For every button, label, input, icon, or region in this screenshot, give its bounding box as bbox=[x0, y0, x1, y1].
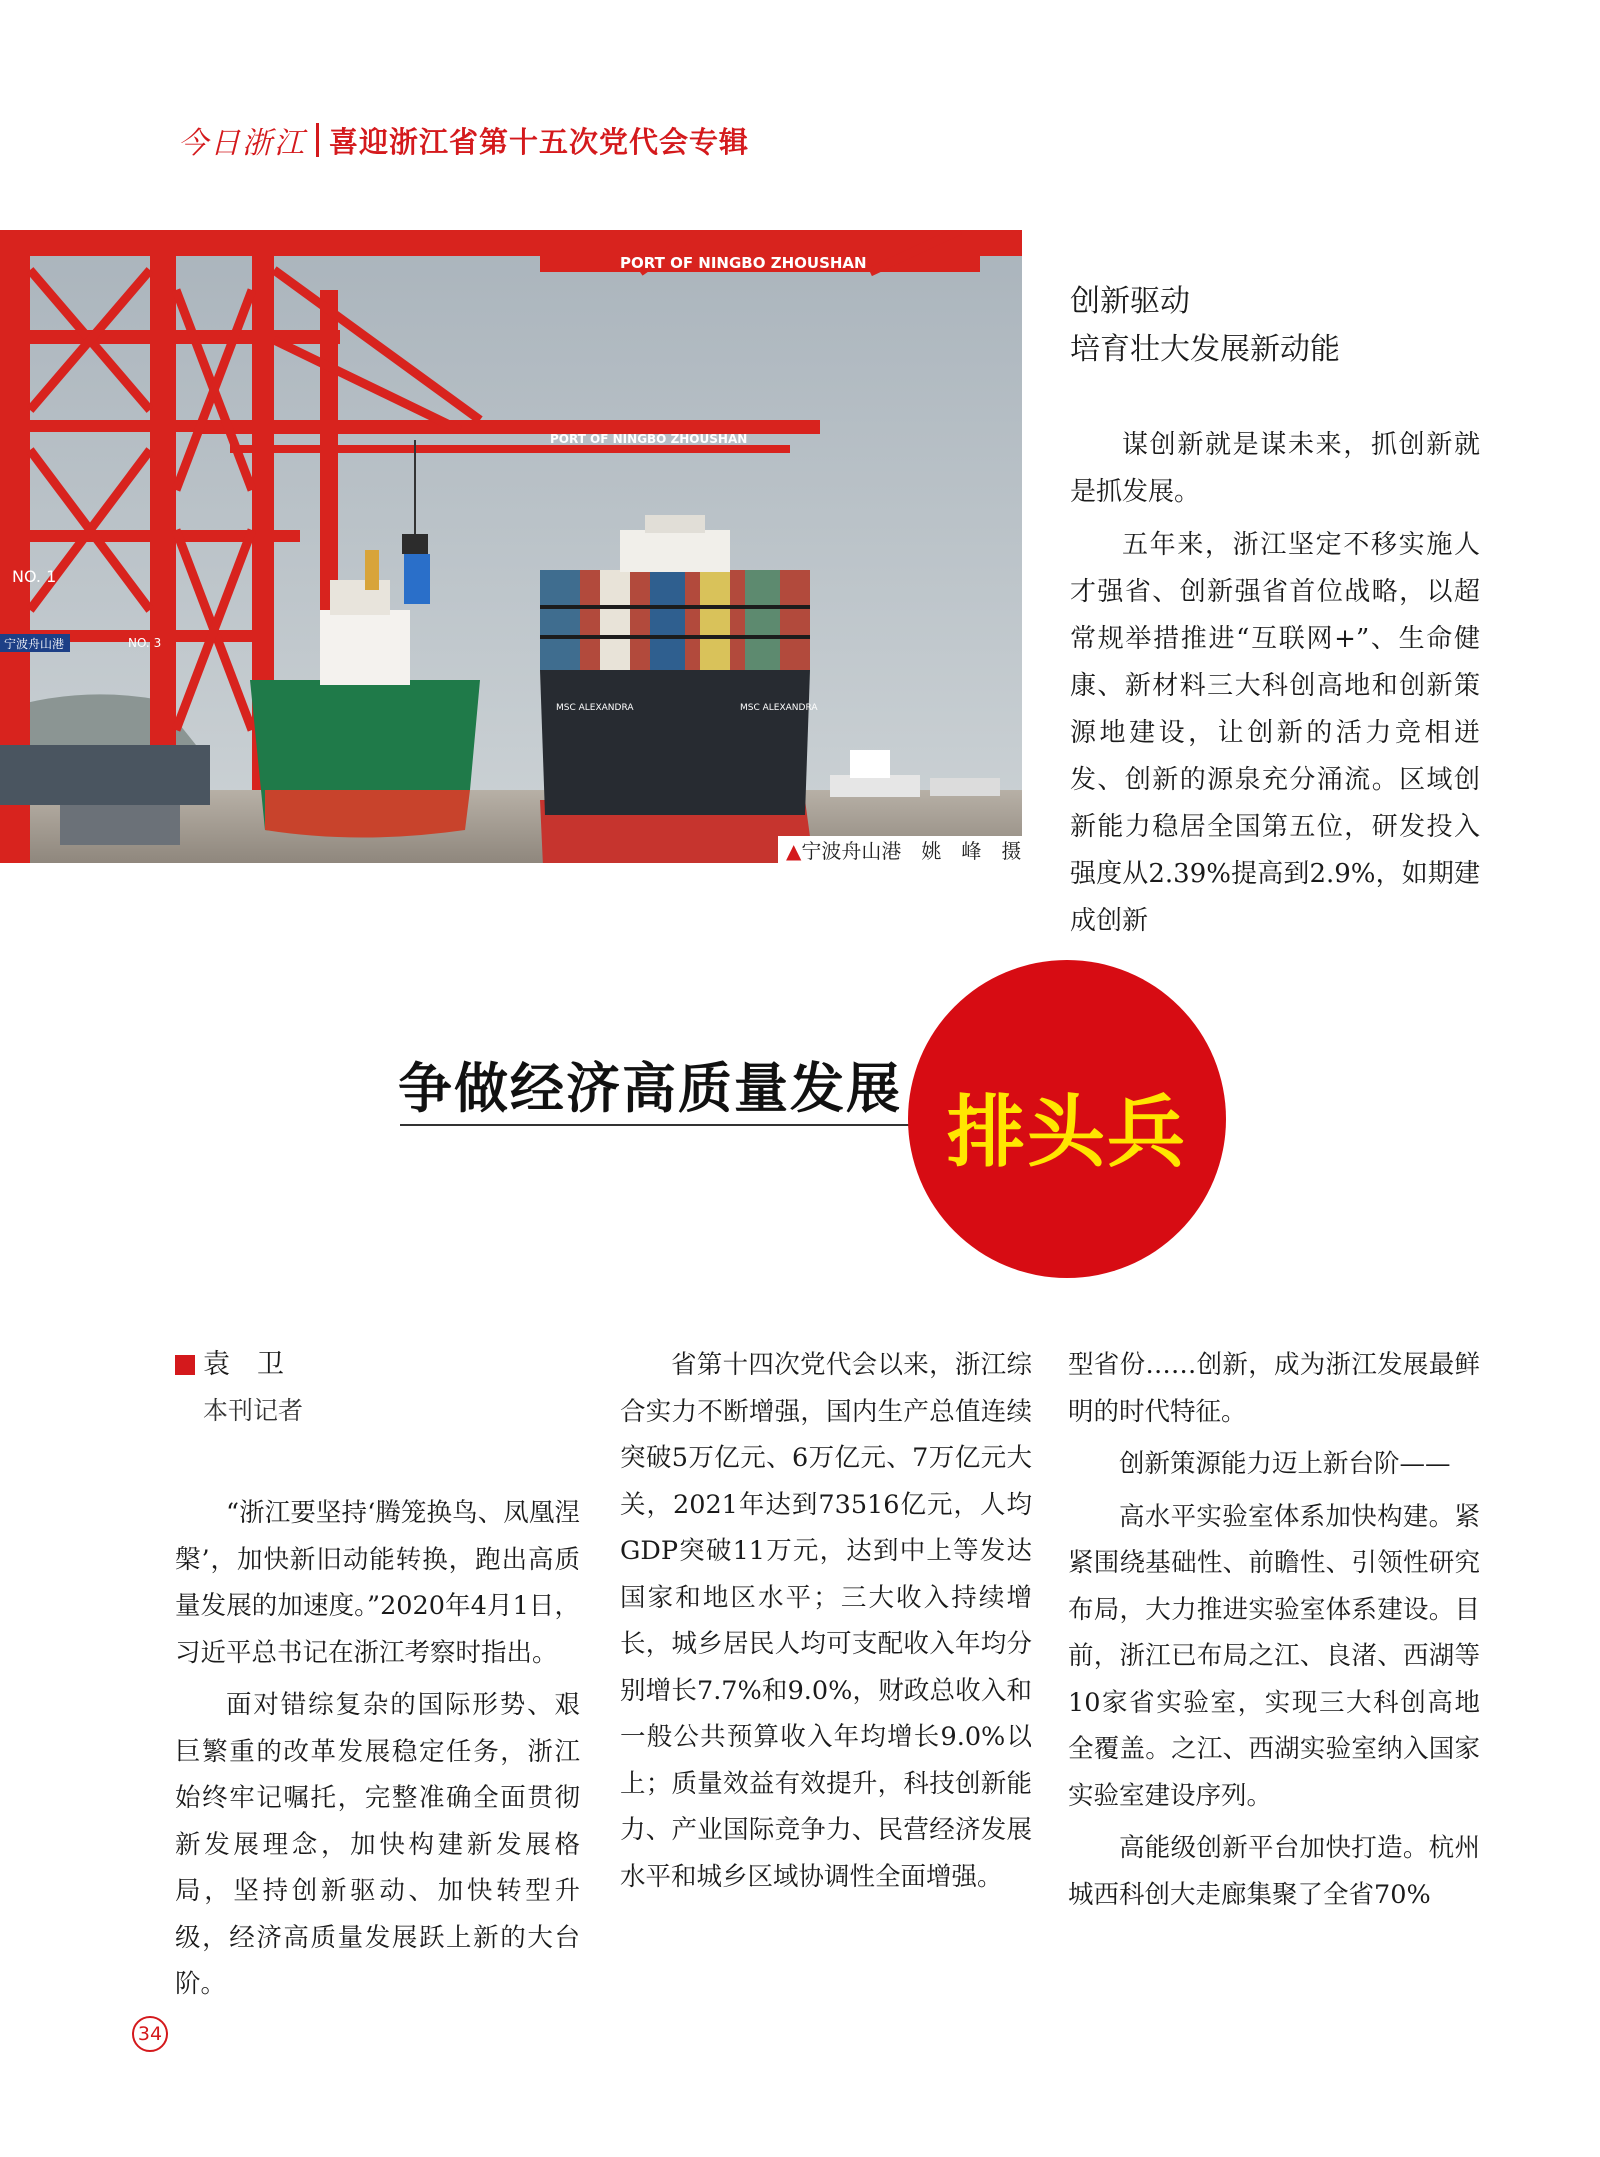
section-heading bbox=[1070, 278, 1510, 374]
body-paragraph: 高能级创新平台加快打造。杭州城西科创大走廊集聚了全省70% bbox=[1068, 1833, 1480, 1910]
header-divider bbox=[316, 123, 319, 157]
body-paragraph-continued: 型省份……创新，成为浙江发展最鲜明的时代特征。 bbox=[1068, 1350, 1480, 1427]
port-illustration bbox=[0, 230, 1022, 863]
section-heading-line1: 创新驱动 bbox=[1070, 284, 1190, 319]
byline-spacer bbox=[175, 1434, 580, 1490]
body-column-1 bbox=[175, 1342, 580, 2014]
caption-marker: ▲ bbox=[786, 839, 802, 863]
section-paragraph: 谋创新就是谋未来，抓创新就是抓发展。 bbox=[1070, 430, 1480, 507]
ship-name-right: MSC ALEXANDRA bbox=[740, 703, 818, 713]
author-role: 本刊记者 bbox=[203, 1396, 304, 1425]
dock-sign: 宁波舟山港 bbox=[4, 637, 65, 651]
author-name bbox=[175, 1342, 580, 1388]
article-title-highlight: 排头兵 bbox=[946, 1087, 1187, 1178]
body-paragraph: “浙江要坚持‘腾笼换鸟、凤凰涅槃’，加快新旧动能转换，跑出高质量发展的加速度。”2020年4月1日，习近平总书记在浙江考察时指出。 bbox=[175, 1498, 580, 1668]
author-square-marker bbox=[175, 1355, 195, 1375]
section-body bbox=[1070, 422, 1480, 951]
crane-label-lower: PORT OF NINGBO ZHOUSHAN bbox=[550, 432, 748, 446]
body-paragraph: 省第十四次党代会以来，浙江综合实力不断增强，国内生产总值连续突破5万亿元、6万亿元、7万亿元大关，2021年达到73516亿元，人均GDP突破11万元，达到中上等发达国家和地区水平；三大收入持续增长，城乡居民人均可支配收入年均分别增长7.7%和9.0%，财政总收入和一般公共预算收入年均增长9.0%以上；质量效益有效提升，科技创新能力、产业国际竞争力、民营经济发展水平和城乡区域协调性全面增强。 bbox=[620, 1350, 1032, 1892]
header-title: 喜迎浙江省第十五次党代会专辑 bbox=[329, 124, 750, 159]
magazine-logo: 今日浙江 bbox=[178, 126, 306, 161]
page-header bbox=[178, 118, 749, 162]
berth-label-3: NO. 3 bbox=[128, 636, 162, 650]
subheading-paragraph: 创新策源能力迈上新台阶—— bbox=[1119, 1449, 1451, 1479]
page-number: 34 bbox=[132, 2016, 168, 2052]
berth-label: NO. 1 bbox=[12, 567, 57, 586]
port-photo bbox=[0, 230, 1022, 863]
article-title: 争做经济高质量发展 bbox=[398, 1056, 902, 1120]
author-name-text: 袁 卫 bbox=[203, 1349, 284, 1380]
body-paragraph: 面对错综复杂的国际形势、艰巨繁重的改革发展稳定任务，浙江始终牢记嘱托，完整准确全面贯彻新发展理念，加快构建新发展格局，坚持创新驱动、加快转型升级，经济高质量发展跃上新的大台阶。 bbox=[175, 1690, 580, 1999]
body-column-3 bbox=[1068, 1342, 1480, 1924]
body-paragraph: 高水平实验室体系加快构建。紧紧围绕基础性、前瞻性、引领性研究布局，大力推进实验室体系建设。目前，浙江已布局之江、良渚、西湖等10家省实验室，实现三大科创高地全覆盖。之江、西湖实验室纳入国家实验室建设序列。 bbox=[1068, 1501, 1480, 1811]
section-paragraph: 五年来，浙江坚定不移实施人才强省、创新强省首位战略，以超常规举措推进“互联网+”、生命健康、新材料三大科创高地和创新策源地建设，让创新的活力竞相迸发、创新的源泉充分涌流。区域创新能力稳居全国第五位，研发投入强度从2.39%提高到2.9%，如期建成创新 bbox=[1070, 530, 1480, 936]
section-heading-line2: 培育壮大发展新动能 bbox=[1070, 332, 1340, 367]
crane-label-upper: PORT OF NINGBO ZHOUSHAN bbox=[620, 254, 867, 272]
body-column-2 bbox=[620, 1342, 1032, 1906]
title-underline bbox=[400, 1124, 940, 1126]
photo-caption bbox=[778, 836, 1022, 866]
caption-text: 宁波舟山港 姚 峰 摄 bbox=[801, 839, 1022, 863]
ship-name-left: MSC ALEXANDRA bbox=[556, 703, 634, 713]
